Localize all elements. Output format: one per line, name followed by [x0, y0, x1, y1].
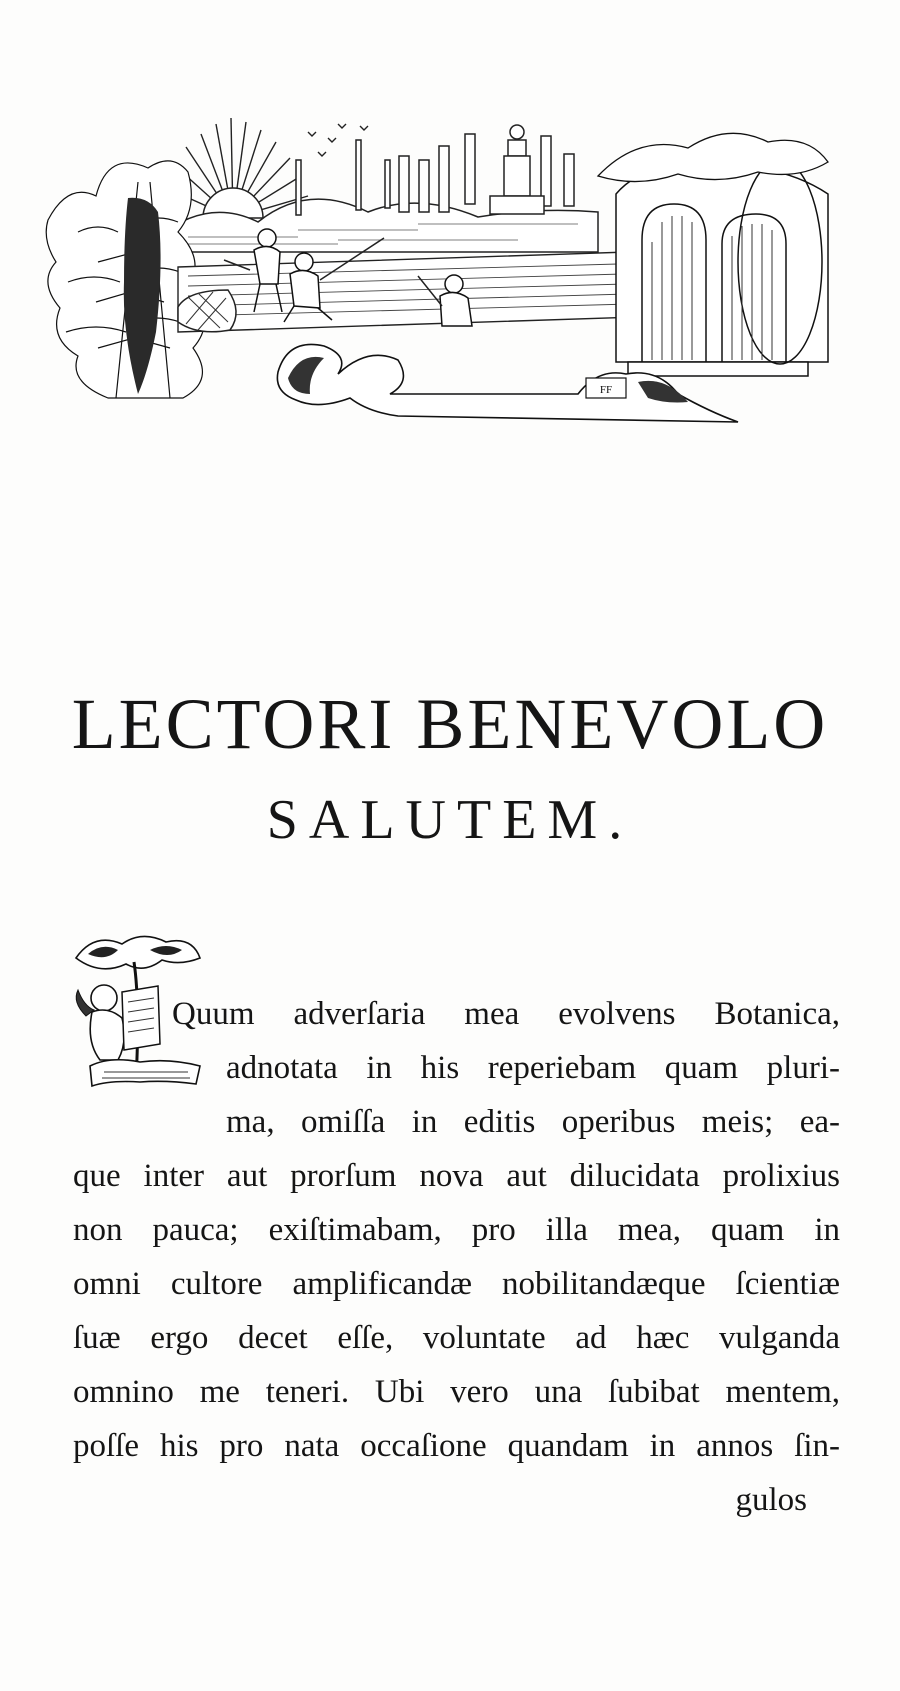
initial-tablet	[122, 986, 160, 1050]
arcade-ruin	[616, 160, 828, 376]
water-and-ground	[178, 252, 638, 332]
initial-cherub-body	[90, 1010, 124, 1060]
text-line-2: adnotata in his reperiebam quam pluri-	[226, 1050, 840, 1086]
initial-plinth	[90, 1060, 200, 1086]
page-title: LECTORI BENEVOLO	[71, 684, 829, 764]
initial-cherub-head	[91, 985, 117, 1011]
text-line-3: ma, omiſſa in editis operibus meis; ea-	[226, 1104, 840, 1140]
text-line-1: Quum adverſaria mea evolvens Botanica,	[172, 996, 840, 1032]
text-line-6: omni cultore amplificandæ nobilitandæque ſcientiæ	[73, 1266, 840, 1302]
text-line-9: poſſe his pro nata occaſione quandam in annos ſin-	[73, 1428, 840, 1464]
text-line-7: ſuæ ergo decet eſſe, voluntate ad hæc vulganda	[73, 1320, 840, 1356]
right-foliage	[598, 133, 828, 181]
text-line-8: omnino me teneri. Ubi vero una ſubibat mentem,	[73, 1374, 840, 1410]
engraver-monogram: FF	[599, 384, 613, 396]
obelisk-monument	[490, 125, 544, 214]
catchword: gulos	[735, 1482, 807, 1518]
engraved-headpiece	[38, 112, 866, 442]
page-subtitle: SALUTEM.	[266, 789, 634, 851]
text-line-4: que inter aut prorſum nova aut dilucidata prolixius	[73, 1158, 840, 1194]
text-line-5: non pauca; exiſtimabam, pro illa mea, quam in	[73, 1212, 840, 1248]
